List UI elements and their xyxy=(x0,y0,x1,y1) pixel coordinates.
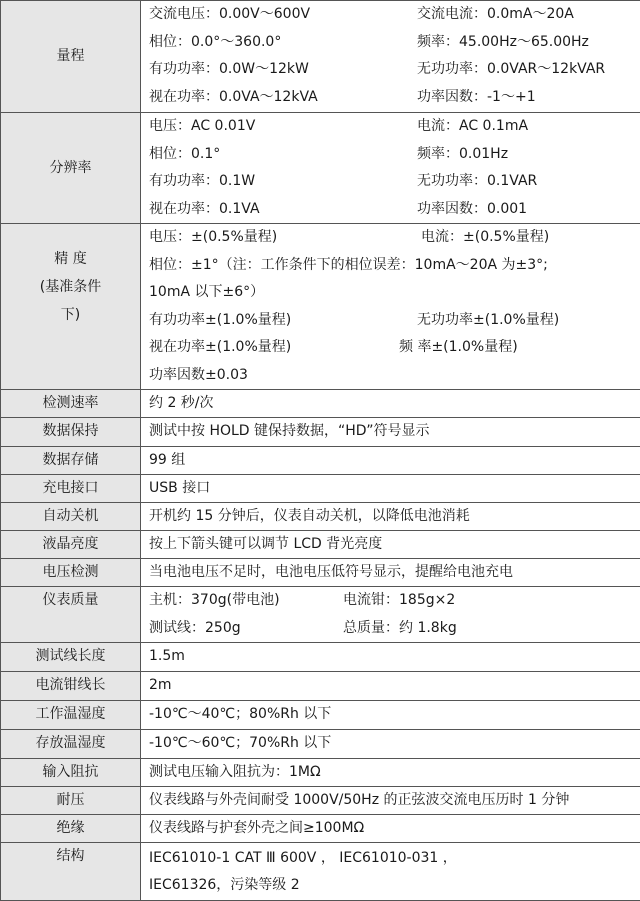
row-value xyxy=(141,587,640,643)
value-text: 电压：AC 0.01V xyxy=(149,113,255,141)
row-label: 数据存储 xyxy=(1,447,141,475)
spec-row-charging-port xyxy=(1,475,640,503)
row-label: 数据保持 xyxy=(1,418,141,447)
row-label: 分辨率 xyxy=(1,113,141,224)
value-text: 开机约 15 分钟后，仪表自动关机，以降低电池消耗 xyxy=(149,503,640,530)
value-text: 仪表线路与外壳间耐受 1000V/50Hz 的正弦波交流电压历时 1 分钟 xyxy=(149,787,640,814)
spec-row-resolution xyxy=(1,113,640,224)
value-text: 无功功率：0.1VAR xyxy=(417,168,537,196)
value-text: 频 率±(1.0%量程) xyxy=(399,334,518,362)
value-text: 有功功率±(1.0%量程) xyxy=(149,307,291,335)
value-text: 功率因数：-1～+1 xyxy=(417,84,536,112)
row-label: 检测速率 xyxy=(1,390,141,418)
value-text: 测试电压输入阻抗为：1MΩ xyxy=(149,759,640,786)
row-label: 量程 xyxy=(1,1,141,113)
value-text: 电压：±(0.5%量程) xyxy=(149,224,277,252)
row-label: 测试线长度 xyxy=(1,643,141,672)
value-text: 相位：0.0°～360.0° xyxy=(149,29,281,57)
value-text: 视在功率：0.1VA xyxy=(149,196,260,224)
value-text: IEC61326，污染等级 2 xyxy=(149,873,300,897)
value-text: 频率：0.01Hz xyxy=(417,141,508,169)
spec-row-data-storage xyxy=(1,447,640,475)
row-value xyxy=(141,843,640,901)
row-label: 工作温湿度 xyxy=(1,701,141,730)
value-text: 测试线：250g xyxy=(149,615,241,643)
value-text: 2m xyxy=(149,672,640,699)
spec-row-structure xyxy=(1,843,640,901)
row-label: 仪表质量 xyxy=(1,587,141,643)
spec-row-sampling-rate xyxy=(1,390,640,418)
row-label: 存放温湿度 xyxy=(1,730,141,759)
row-value xyxy=(141,730,640,759)
row-label: 结构 xyxy=(1,843,141,901)
spec-row-lead-length xyxy=(1,643,640,672)
value-text: 仪表线路与护套外壳之间≥100MΩ xyxy=(149,815,640,842)
label-line: (基准条件 xyxy=(1,272,140,300)
spec-row-storage-env xyxy=(1,730,640,759)
row-value xyxy=(141,815,640,843)
row-label: 自动关机 xyxy=(1,503,141,531)
row-value xyxy=(141,643,640,672)
spec-row-withstand-voltage xyxy=(1,787,640,815)
row-label: 电压检测 xyxy=(1,559,141,587)
value-text: -10℃～60℃；70%Rh 以下 xyxy=(149,730,640,757)
value-text: USB 接口 xyxy=(149,475,640,502)
value-text: 有功功率：0.1W xyxy=(149,168,255,196)
label-line: 精 度 xyxy=(1,244,140,272)
value-text: 交流电流：0.0mA～20A xyxy=(417,1,574,29)
row-value xyxy=(141,559,640,587)
value-text: IEC61010-1 CAT Ⅲ 600V ， IEC61010-031 ， xyxy=(149,843,457,873)
spec-row-weight xyxy=(1,587,640,643)
row-label: 液晶亮度 xyxy=(1,531,141,559)
spec-row-operating-env xyxy=(1,701,640,730)
spec-row-range xyxy=(1,1,640,113)
value-text: 无功功率：0.0VAR～12kVAR xyxy=(417,56,605,84)
value-text: 测试中按 HOLD 键保持数据，“HD”符号显示 xyxy=(149,418,640,445)
row-label: 耐压 xyxy=(1,787,141,815)
value-text: 电流：±(0.5%量程) xyxy=(421,224,549,252)
value-text: 电流：AC 0.1mA xyxy=(417,113,528,141)
value-text: 电流钳：185g×2 xyxy=(343,587,455,615)
spec-row-clamp-cable-length xyxy=(1,672,640,701)
value-text: 主机：370g(带电池) xyxy=(149,587,280,615)
value-text: 视在功率：0.0VA～12kVA xyxy=(149,84,318,112)
value-text: 频率：45.00Hz～65.00Hz xyxy=(417,29,589,57)
value-text: 相位：±1°（注：工作条件下的相位误差：10mA～20A 为±3°; xyxy=(149,252,548,280)
value-text: 按上下箭头键可以调节 LCD 背光亮度 xyxy=(149,531,640,558)
value-text: 当电池电压不足时，电池电压低符号显示，提醒给电池充电 xyxy=(149,559,640,586)
row-value xyxy=(141,475,640,503)
row-value xyxy=(141,759,640,787)
value-text: 1.5m xyxy=(149,643,640,670)
row-value xyxy=(141,531,640,559)
row-value xyxy=(141,787,640,815)
value-text: 相位：0.1° xyxy=(149,141,220,169)
label-line: 下) xyxy=(1,300,140,328)
row-value xyxy=(141,390,640,418)
spec-row-data-hold xyxy=(1,418,640,447)
row-value xyxy=(141,503,640,531)
value-text: 功率因数：0.001 xyxy=(417,196,527,224)
row-value xyxy=(141,701,640,730)
value-text: 约 2 秒/次 xyxy=(149,390,640,417)
spec-row-lcd-brightness xyxy=(1,531,640,559)
row-value xyxy=(141,447,640,475)
value-text: 视在功率±(1.0%量程) xyxy=(149,334,291,362)
row-label xyxy=(1,224,141,390)
value-text: 交流电压：0.00V～600V xyxy=(149,1,310,29)
value-text: 99 组 xyxy=(149,447,640,474)
value-text: 10mA 以下±6°） xyxy=(149,279,264,307)
row-label: 输入阻抗 xyxy=(1,759,141,787)
spec-row-voltage-detect xyxy=(1,559,640,587)
row-value xyxy=(141,672,640,701)
row-value xyxy=(141,418,640,447)
spec-row-auto-off xyxy=(1,503,640,531)
value-text: 功率因数±0.03 xyxy=(149,362,248,390)
spec-row-accuracy xyxy=(1,224,640,390)
row-value xyxy=(141,224,640,390)
value-text: 有功功率：0.0W～12kW xyxy=(149,56,309,84)
row-label: 绝缘 xyxy=(1,815,141,843)
spec-row-input-impedance xyxy=(1,759,640,787)
value-text: -10℃～40℃；80%Rh 以下 xyxy=(149,701,640,728)
spec-row-insulation xyxy=(1,815,640,843)
row-value xyxy=(141,1,640,113)
row-label: 充电接口 xyxy=(1,475,141,503)
value-text: 无功功率±(1.0%量程) xyxy=(417,307,559,335)
row-value xyxy=(141,113,640,224)
value-text: 总质量：约 1.8kg xyxy=(343,615,457,643)
row-label: 电流钳线长 xyxy=(1,672,141,701)
